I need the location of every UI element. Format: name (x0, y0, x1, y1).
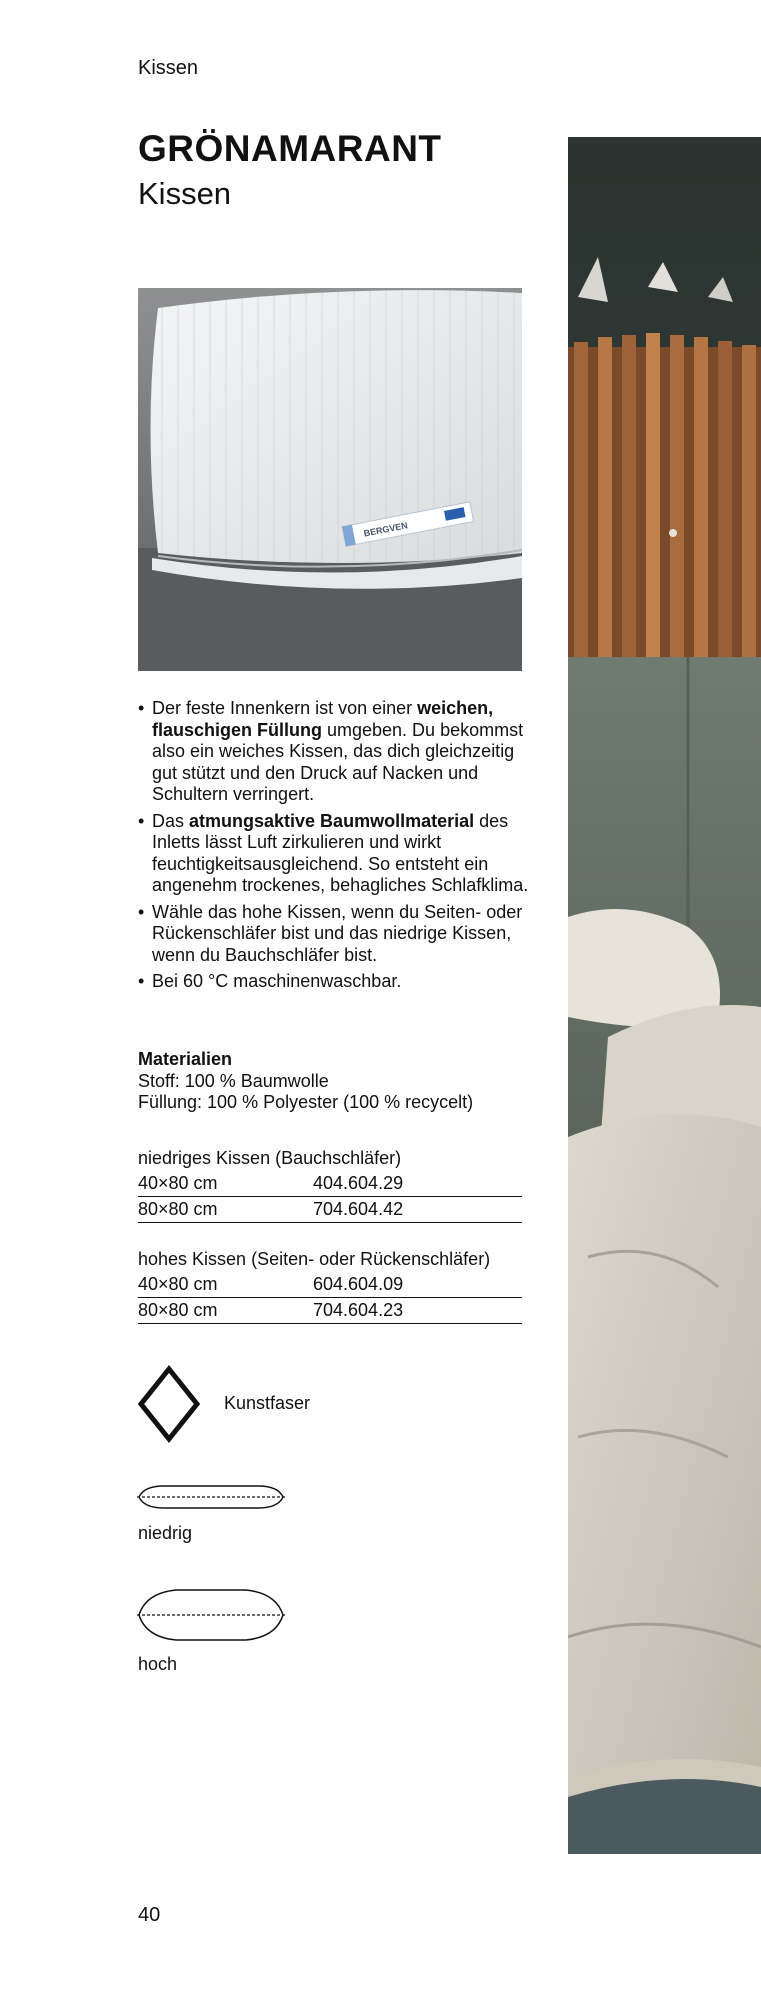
bullet-emphasis: atmungsaktive Baumwollmaterial (189, 810, 475, 831)
article-number: 704.604.23 (313, 1300, 404, 1320)
bullet-text: Das (152, 810, 190, 831)
page-number: 40 (138, 1904, 161, 1926)
lifestyle-image (568, 137, 761, 1854)
material-fabric: Stoff: 100 % Baumwolle (138, 1071, 329, 1091)
variant-size: 80×80 cm (138, 1199, 218, 1219)
high-label: hoch (138, 1654, 178, 1674)
bullet-text: des Inletts lässt Luft zirkulieren und wirkt feuchtigkeitsausgleichend. So entsteht ein angenehm trockenes, behagliches Schlafklima. (152, 810, 529, 895)
low-label: niedrig (138, 1523, 193, 1543)
variant-row (138, 1171, 522, 1197)
feature-bullet (138, 698, 530, 806)
variant-row (138, 1298, 522, 1324)
pillow-photo (138, 288, 522, 671)
variant-row (138, 1272, 522, 1298)
bullet-emphasis: weichen, flauschigen Füllung (152, 698, 494, 740)
variant-size: 40×80 cm (138, 1274, 218, 1294)
product-image (138, 288, 522, 671)
variant-group-heading-low: niedriges Kissen (Bauchschläfer) (138, 1148, 402, 1168)
bullet-text: umgeben. Du bekommst also ein weiches Kissen, das dich gleichzeitig gut stützt und den Druck auf Nacken und Schultern verringert. (152, 719, 524, 804)
variant-size: 40×80 cm (138, 1173, 218, 1193)
product-type: Kissen (138, 176, 232, 211)
variant-group-heading-high: hohes Kissen (Seiten- oder Rückenschläfer) (138, 1249, 491, 1269)
bullet-text: Wähle das hohe Kissen, wenn du Seiten- oder Rückenschläfer bist und das niedrige Kissen, wenn du Bauchschläfer bist. (152, 901, 523, 965)
filling-label: Kunstfaser (224, 1393, 311, 1413)
material-filling: Füllung: 100 % Polyester (100 % recycelt) (138, 1092, 474, 1112)
feature-bullet (138, 971, 530, 993)
materials-heading: Materialien (138, 1049, 233, 1069)
variant-size: 80×80 cm (138, 1300, 218, 1320)
feature-bullet (138, 902, 530, 967)
bullet-text: Der feste Innenkern ist von einer (152, 698, 418, 718)
variant-row (138, 1197, 522, 1223)
section-header: Kissen (138, 57, 199, 79)
product-label-text: BERGVEN (362, 520, 409, 539)
high-pillow-icon (136, 1587, 286, 1643)
article-number: 604.604.09 (313, 1274, 404, 1294)
feature-bullet (138, 811, 530, 897)
bullet-text: Bei 60 °C maschinenwaschbar. (152, 971, 402, 991)
feature-list (138, 698, 530, 998)
product-name: GRÖNAMARANT (138, 128, 442, 169)
bedroom-photo (568, 137, 761, 1854)
flat-pillow-icon (136, 1482, 286, 1512)
article-number: 704.604.42 (313, 1199, 404, 1219)
article-number: 404.604.29 (313, 1173, 404, 1193)
diamond-icon (137, 1365, 201, 1443)
